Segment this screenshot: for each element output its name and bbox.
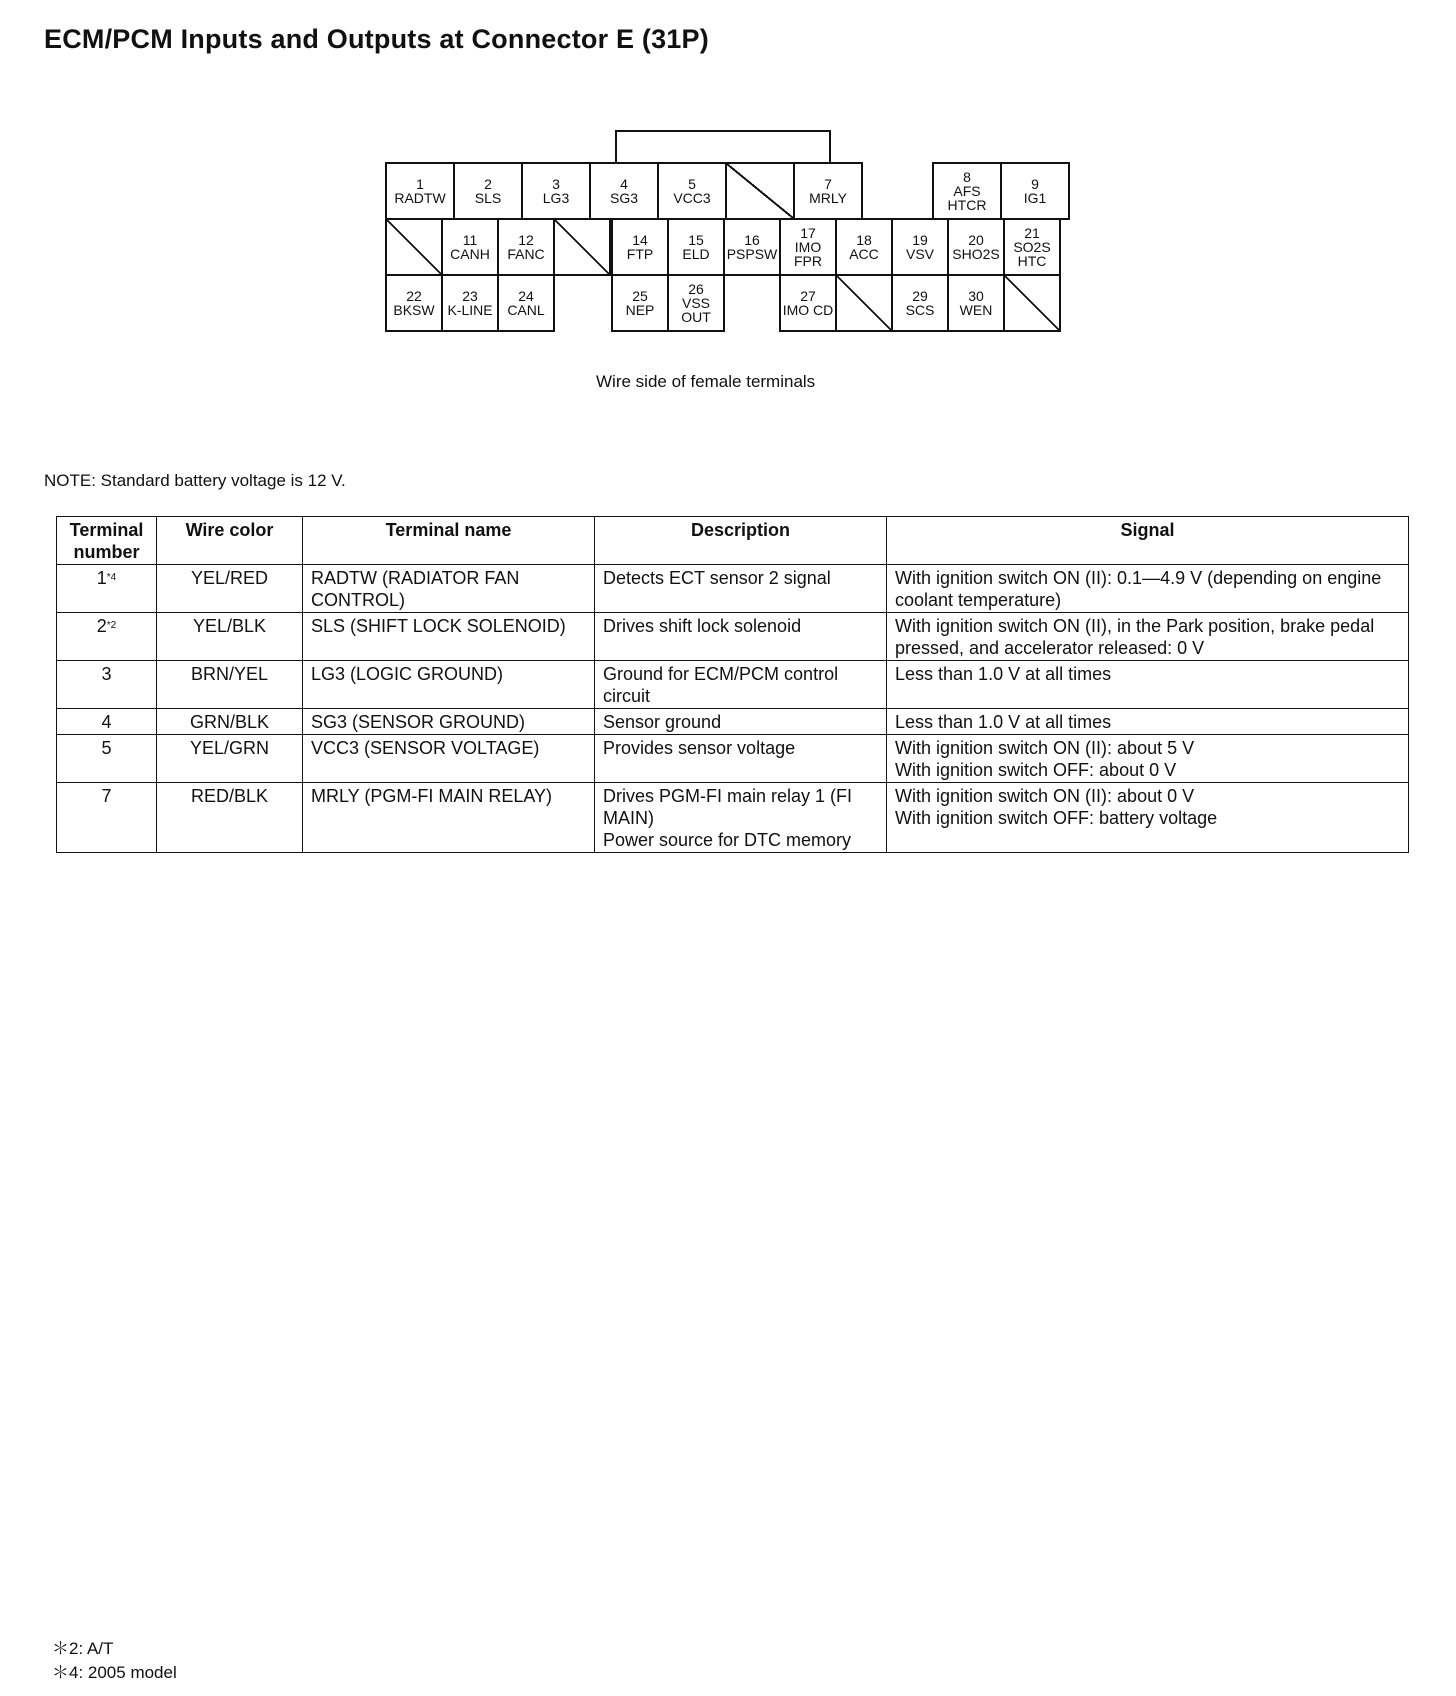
terminal-number: 27 [800,288,816,304]
terminal-15 [667,218,725,276]
header-description: Description [595,517,887,565]
terminal-label: VCC3 [673,190,711,206]
cell-color: YEL/RED [157,565,303,613]
terminal-8 [932,162,1002,220]
cell-signal [887,565,1409,613]
cell-color: YEL/GRN [157,735,303,783]
cell-desc [595,735,887,783]
terminal-label: K-LINE [447,302,493,318]
cell-signal [887,661,1409,709]
terminal-label: IMO CD [782,302,834,318]
terminal-label: AFS HTCR [947,183,987,213]
terminal-label: IMO FPR [794,239,822,269]
connector-caption: Wire side of female terminals [596,372,816,391]
terminal-number: 7 [824,176,832,192]
terminal-27 [779,274,837,332]
terminal-6-empty [725,162,795,220]
note-text: NOTE: Standard battery voltage is 12 V. [44,471,346,490]
terminal-1 [385,162,455,220]
terminal-label: SCS [905,302,935,318]
footnote-mark: *2 [106,620,117,631]
terminal-7 [793,162,863,220]
terminal-18 [835,218,893,276]
terminal-label: ELD [682,246,710,262]
terminal-label: VSV [905,246,934,262]
terminal-10-empty [385,218,443,276]
cell-desc [595,613,887,661]
cell-terminal [57,613,157,661]
header-signal: Signal [887,517,1409,565]
terminal-22 [385,274,443,332]
terminal-9 [1000,162,1070,220]
terminal-21 [1003,218,1061,276]
terminal-31-empty [1003,274,1061,332]
footnote-4: ＊4: 2005 model [52,1663,177,1682]
cell-color: BRN/YEL [157,661,303,709]
terminal-label: MRLY [809,190,847,206]
terminal-11 [441,218,499,276]
terminal-label: BKSW [393,302,435,318]
terminal-24 [497,274,555,332]
terminal-25 [611,274,669,332]
terminal-13-empty [553,218,611,276]
terminal-number: 18 [856,232,872,248]
cell-desc [595,565,887,613]
table-row [57,709,1409,735]
cell-desc [595,661,887,709]
terminal-14 [611,218,669,276]
terminal-value: 1 [96,568,107,588]
desc-line: Drives PGM-FI main relay 1 (FI MAIN) [603,786,853,828]
signal-line: With ignition switch OFF: about 0 V [895,760,1177,780]
terminal-26 [667,274,725,332]
terminal-number: 16 [744,232,760,248]
table-row [57,565,1409,613]
cell-name: LG3 (LOGIC GROUND) [303,661,595,709]
cell-desc [595,709,887,735]
cell-desc [595,783,887,853]
terminal-value: 3 [101,664,112,684]
desc-line: Sensor ground [603,712,722,732]
page-title: ECM/PCM Inputs and Outputs at Connector E (31P) [44,24,709,54]
desc-line: Power source for DTC memory [603,830,852,850]
terminal-29 [891,274,949,332]
cell-terminal [57,565,157,613]
table-row [57,735,1409,783]
cell-name: MRLY (PGM-FI MAIN RELAY) [303,783,595,853]
table-row [57,613,1409,661]
signal-line: With ignition switch ON (II): 0.1—4.9 V (depending on engine coolant temperature) [895,568,1382,610]
header-terminal-name: Terminal name [303,517,595,565]
terminal-2 [453,162,523,220]
terminal-number: 4 [620,176,628,192]
terminal-number: 12 [518,232,534,248]
footnote-2: ＊2: A/T [52,1639,114,1658]
terminal-3 [521,162,591,220]
terminal-label: CANL [507,302,545,318]
terminal-number: 23 [462,288,478,304]
signal-line: With ignition switch ON (II), in the Park position, brake pedal pressed, and accelerator released: 0 V [895,616,1375,658]
table-row [57,661,1409,709]
signal-line: Less than 1.0 V at all times [895,664,1112,684]
cell-color: GRN/BLK [157,709,303,735]
terminal-number: 9 [1031,176,1039,192]
terminal-value: 4 [101,712,112,732]
terminal-28-empty [835,274,893,332]
terminal-number: 25 [632,288,648,304]
terminal-19 [891,218,949,276]
terminal-30 [947,274,1005,332]
terminal-5 [657,162,727,220]
terminal-number: 21 [1024,225,1040,241]
terminal-value: 2 [96,616,107,636]
signal-table [56,516,1409,853]
terminal-label: LG3 [542,190,570,206]
cell-terminal [57,735,157,783]
cell-terminal [57,661,157,709]
terminal-label: FTP [626,246,654,262]
cell-name: SLS (SHIFT LOCK SOLENOID) [303,613,595,661]
cell-terminal [57,709,157,735]
signal-line: Less than 1.0 V at all times [895,712,1112,732]
terminal-number: 5 [688,176,696,192]
terminal-value: 7 [101,786,112,806]
terminal-number: 14 [632,232,648,248]
terminal-number: 15 [688,232,704,248]
desc-line: Ground for ECM/PCM control circuit [603,664,839,706]
terminal-number: 29 [912,288,928,304]
terminal-23 [441,274,499,332]
terminal-label: SLS [474,190,502,206]
terminal-number: 2 [484,176,492,192]
terminal-label: SO2S HTC [1013,239,1051,269]
terminal-label: FANC [507,246,545,262]
cell-signal [887,735,1409,783]
terminal-4 [589,162,659,220]
cell-color: YEL/BLK [157,613,303,661]
terminal-label: RADTW [394,190,446,206]
terminal-number: 26 [688,281,704,297]
terminal-number: 8 [963,169,971,185]
cell-color: RED/BLK [157,783,303,853]
table-header-row [57,517,1409,565]
cell-name: VCC3 (SENSOR VOLTAGE) [303,735,595,783]
terminal-16 [723,218,781,276]
cell-terminal [57,783,157,853]
signal-line: With ignition switch ON (II): about 5 V [895,738,1195,758]
terminal-label: VSS OUT [681,295,711,325]
terminal-number: 1 [416,176,424,192]
terminal-number: 11 [462,232,478,248]
terminal-number: 24 [518,288,534,304]
terminal-number: 20 [968,232,984,248]
footnote-mark: *4 [106,572,117,583]
terminal-number: 3 [552,176,560,192]
terminal-12 [497,218,555,276]
terminal-label: NEP [625,302,655,318]
cell-signal [887,783,1409,853]
terminal-label: IG1 [1023,190,1047,206]
terminal-label: CANH [450,246,490,262]
connector-latch [615,130,831,166]
terminal-number: 19 [912,232,928,248]
terminal-label: SG3 [609,190,638,206]
header-wire-color: Wire color [157,517,303,565]
desc-line: Drives shift lock solenoid [603,616,802,636]
table-row [57,783,1409,853]
desc-line: Provides sensor voltage [603,738,796,758]
cell-signal [887,613,1409,661]
signal-line: With ignition switch OFF: battery voltage [895,808,1218,828]
terminal-number: 17 [800,225,816,241]
terminal-17 [779,218,837,276]
cell-name: SG3 (SENSOR GROUND) [303,709,595,735]
terminal-value: 5 [101,738,112,758]
cell-signal [887,709,1409,735]
signal-line: With ignition switch ON (II): about 0 V [895,786,1195,806]
terminal-label: PSPSW [726,246,778,262]
terminal-label: SHO2S [952,246,1000,262]
terminal-20 [947,218,1005,276]
terminal-number: 22 [406,288,422,304]
terminal-label: ACC [849,246,879,262]
terminal-number: 30 [968,288,984,304]
cell-name: RADTW (RADIATOR FAN CONTROL) [303,565,595,613]
terminal-label: WEN [959,302,993,318]
desc-line: Detects ECT sensor 2 signal [603,568,831,588]
header-terminal-number: Terminal number [57,517,157,565]
